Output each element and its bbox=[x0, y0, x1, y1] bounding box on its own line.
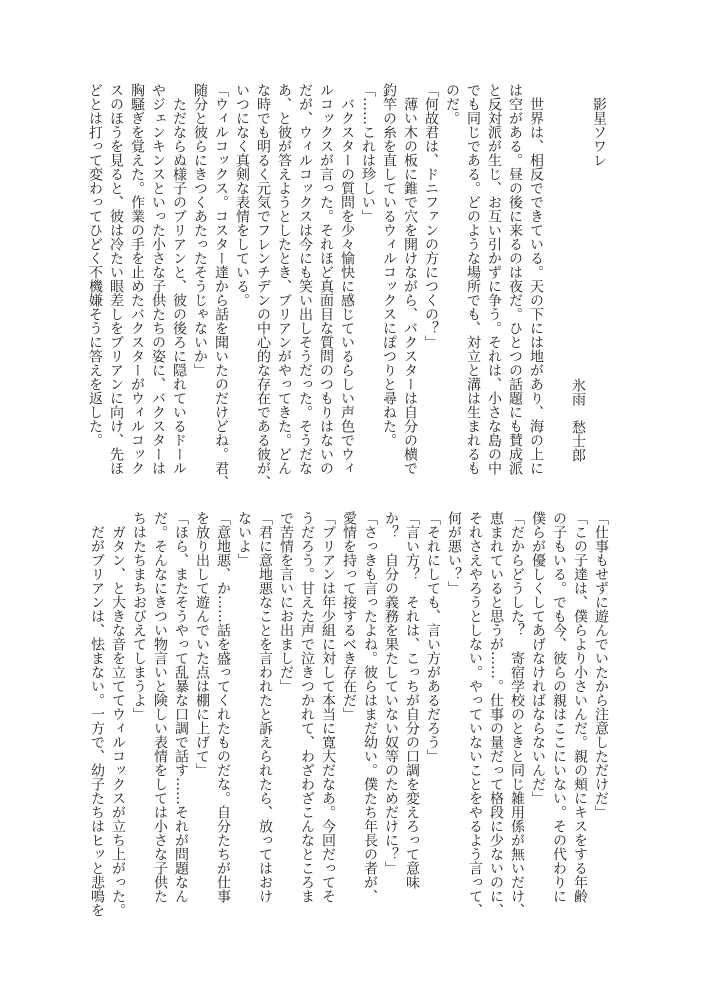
story-title: 影星ソワレ bbox=[591, 97, 607, 167]
text-line: と反対派が生じ、お互い引かずに争う。それは、小さな島の中 bbox=[486, 83, 502, 475]
text-line: ルコックスが言った。それほど真面目な質問のつもりはないの bbox=[318, 83, 334, 475]
text-line: 「ブリアンは年少組に対して本当に寛大だなあ。今回だってそ bbox=[320, 511, 336, 903]
text-line: あ、と彼が答えようとしたとき、ブリアンがやってきた。どん bbox=[276, 83, 292, 475]
text-line: 愛情を持って接するべき存在だ」 bbox=[341, 511, 357, 721]
text-line: 随分と彼らにきつくあたったそうじゃないか」 bbox=[192, 83, 208, 377]
text-line: で苦情を言いにお出ましだ」 bbox=[278, 511, 294, 693]
text-line: 「さっきも言ったよね。彼らはまだ幼い。僕たち年長の者が、 bbox=[362, 511, 378, 903]
text-line: 「それにしても、言い方があるだろう」 bbox=[425, 511, 441, 763]
text-line: な時でも明るく元気でフレンチデンの中心的な存在である彼が、 bbox=[255, 83, 271, 489]
text-line: か？ 自分の義務を果たしていない奴等のためだけに？」 bbox=[383, 511, 399, 875]
text-line: 僕らが優しくしてあげなければならないんだ」 bbox=[530, 511, 546, 805]
text-line: やジェンキンスといった小さな子供たちの姿に、バクスターは bbox=[150, 83, 166, 475]
text-line: ただならぬ様子のブリアンと、彼の後ろに隠れているドール bbox=[171, 97, 187, 475]
blank-line bbox=[546, 83, 567, 483]
text-line: 釣竿の糸を直しているウィルコックスにぽつりと尋ねた。 bbox=[381, 83, 397, 447]
text-line: 何が悪い？」 bbox=[446, 511, 462, 595]
text-line: 「……これは珍しい」 bbox=[360, 83, 376, 223]
text-line: スのほうを見ると、彼は冷たい眼差しをブリアンに向け、先ほ bbox=[108, 83, 124, 475]
text-line: 「仕事もせずに遊んでいたから注意しただけだ」 bbox=[593, 511, 609, 819]
text-line: だ。そんなにきつい物言いと険しい表情をしては小さな子供た bbox=[152, 511, 168, 903]
text-line: 世界は、相反でできている。天の下には地があり、海の上に bbox=[528, 97, 544, 475]
text-line: 「ウィルコックス。コスター達から話を聞いたのだけどね。君、 bbox=[213, 83, 229, 489]
text-line: 「だからどうした？ 寄宿学校のときと同じ雑用係が無いだけ、 bbox=[509, 511, 525, 917]
text-line: 薄い木の板に錐で穴を開けながら、バクスターは自分の横で bbox=[402, 97, 418, 475]
text-line: バクスターの質問を少々愉快に感じているらしい声色でウィ bbox=[339, 97, 355, 475]
text-line: は空がある。昼の後に来るのは夜だ。ひとつの話題にも賛成派 bbox=[507, 83, 523, 475]
text-line: いつになく真剣な表情をしている。 bbox=[234, 83, 250, 307]
text-line: 「意地悪、か……話を盛ってくれたものだな。自分たちが仕事 bbox=[215, 511, 231, 903]
text-line: 胸騒ぎを覚えた。作業の手を止めたバクスターがウィルコック bbox=[129, 83, 145, 475]
text-line: どとは打って変わってひどく不機嫌そうに答えを返した。 bbox=[87, 83, 103, 447]
text-line: ちはたちまちおびえてしまうよ」 bbox=[131, 511, 147, 721]
author-name: 氷雨 愁士郎 bbox=[570, 378, 586, 462]
text-line: 「何故君は、ドニファンの方につくの？」 bbox=[423, 83, 439, 349]
text-line: のだ。 bbox=[444, 83, 460, 125]
text-line: 恵まれていると思うが……。仕事の量だって格段に少ないのに、 bbox=[488, 511, 504, 917]
text-line: だが、ウィルコックスは今にも笑い出しそうだった。そうだな bbox=[297, 83, 313, 475]
text-line: それさえやろうとしない。やっていないことをやるよう言って、 bbox=[467, 511, 483, 917]
text-line: の子もいる。でも今、彼らの親はここにいない。その代わりに bbox=[551, 511, 567, 903]
text-block-top bbox=[84, 83, 609, 489]
text-line: でも同じである。どのような場所でも、対立と溝は生まれるも bbox=[465, 83, 481, 475]
text-line: ないよ」 bbox=[236, 511, 252, 567]
text-line: だがブリアンは、怯まない。一方で、幼子たちはヒッと悲鳴を bbox=[89, 525, 105, 917]
text-line: ガタン、と大きな音を立ててウィルコックスが立ち上がった。 bbox=[110, 525, 126, 917]
text-line: 「この子達は、僕らより小さいんだ。親の頬にキスをする年齢 bbox=[572, 511, 588, 903]
text-line: 「言い方？ それは、こっちが自分の口調を変えろって意味 bbox=[404, 511, 420, 889]
text-block-bottom bbox=[86, 511, 611, 917]
text-line: 「ほら、またそうやって乱暴な口調で話す……それが問題なん bbox=[173, 511, 189, 903]
text-line: うだろう。甘えた声で泣きつかれて、わざわざこんなところま bbox=[299, 511, 315, 903]
text-line: を放り出して遊んでいた点は棚に上げて」 bbox=[194, 511, 210, 777]
text-line: 「君に意地悪なことを言われたと訴えられたら、放ってはおけ bbox=[257, 511, 273, 903]
